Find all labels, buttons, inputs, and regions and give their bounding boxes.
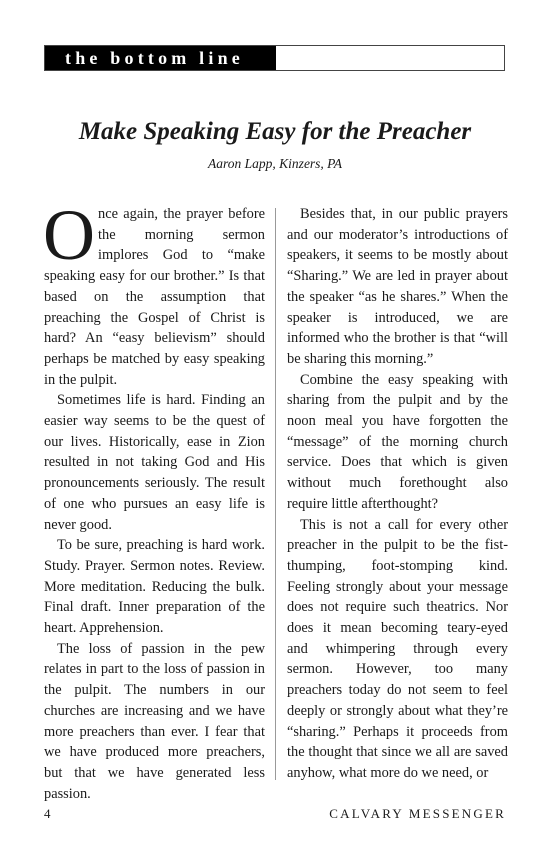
article-title: Make Speaking Easy for the Preacher [78, 118, 472, 145]
drop-cap: O [43, 195, 95, 275]
paragraph-text: nce again, the prayer before the morning sermon implores God to “make speaking easy for our brother.” Is that based on the assumption that preaching the Gospel of Christ is hard? An “easy believism” should perhaps be matched by easy speaking in the pulpit. [44, 206, 265, 388]
section-label: the bottom line [45, 46, 276, 70]
paragraph: The loss of passion in the pew relates in part to the loss of passion in the pulpit. The numbers in our churches are increasing and we have more preachers than ever. I fear that we have produced more preachers, but that we have generated less passion. [44, 640, 265, 802]
paragraph: To be sure, preaching is hard work. Study. Prayer. Sermon notes. Review. More meditation. Reducing the bulk. Final draft. Inner preparation of the heart. Apprehension. [44, 537, 265, 637]
paragraph: This is not a call for every other preacher in the pulpit to be the fist-thumping, foot-stomping kind. Feeling strongly about your message does not require such theatrics. Nor does it mean becoming teary-eyed and whimpering through every sermon. However, too many preachers today do not seem to feel deeply or strongly about what they’re “sharing.” Perhaps it proceeds from the thought that since we all are saved anyhow, what more do we need, or [287, 516, 508, 781]
left-column [43, 195, 265, 804]
paragraph [43, 195, 265, 390]
section-header-bar [44, 45, 505, 71]
paragraph: Sometimes life is hard. Finding an easier way seems to be the quest of our lives. Historically, ease in Zion resulted in not taking God and His pronouncements seriously. The result of one who pursues an easy life is never good. [44, 392, 265, 533]
page-number: 4 [44, 806, 51, 821]
right-column [287, 204, 508, 784]
paragraph: Besides that, in our public prayers and our moderator’s introductions of speakers, it seems to be mostly about “Sharing.” We are led in prayer about the speaker “as he shares.” When the speaker is introduced, we are informed who the brother is that “will be sharing this morning.” [287, 206, 508, 367]
article-byline: Aaron Lapp, Kinzers, PA [208, 156, 342, 171]
paragraph: Combine the easy speaking with sharing from the pulpit and by the noon meal you have forgotten the “message” of the morning church service. Does that which is given without much forethought also require little afterthought? [287, 371, 508, 512]
publication-name: CALVARY MESSENGER [329, 806, 506, 821]
column-divider [275, 208, 276, 780]
